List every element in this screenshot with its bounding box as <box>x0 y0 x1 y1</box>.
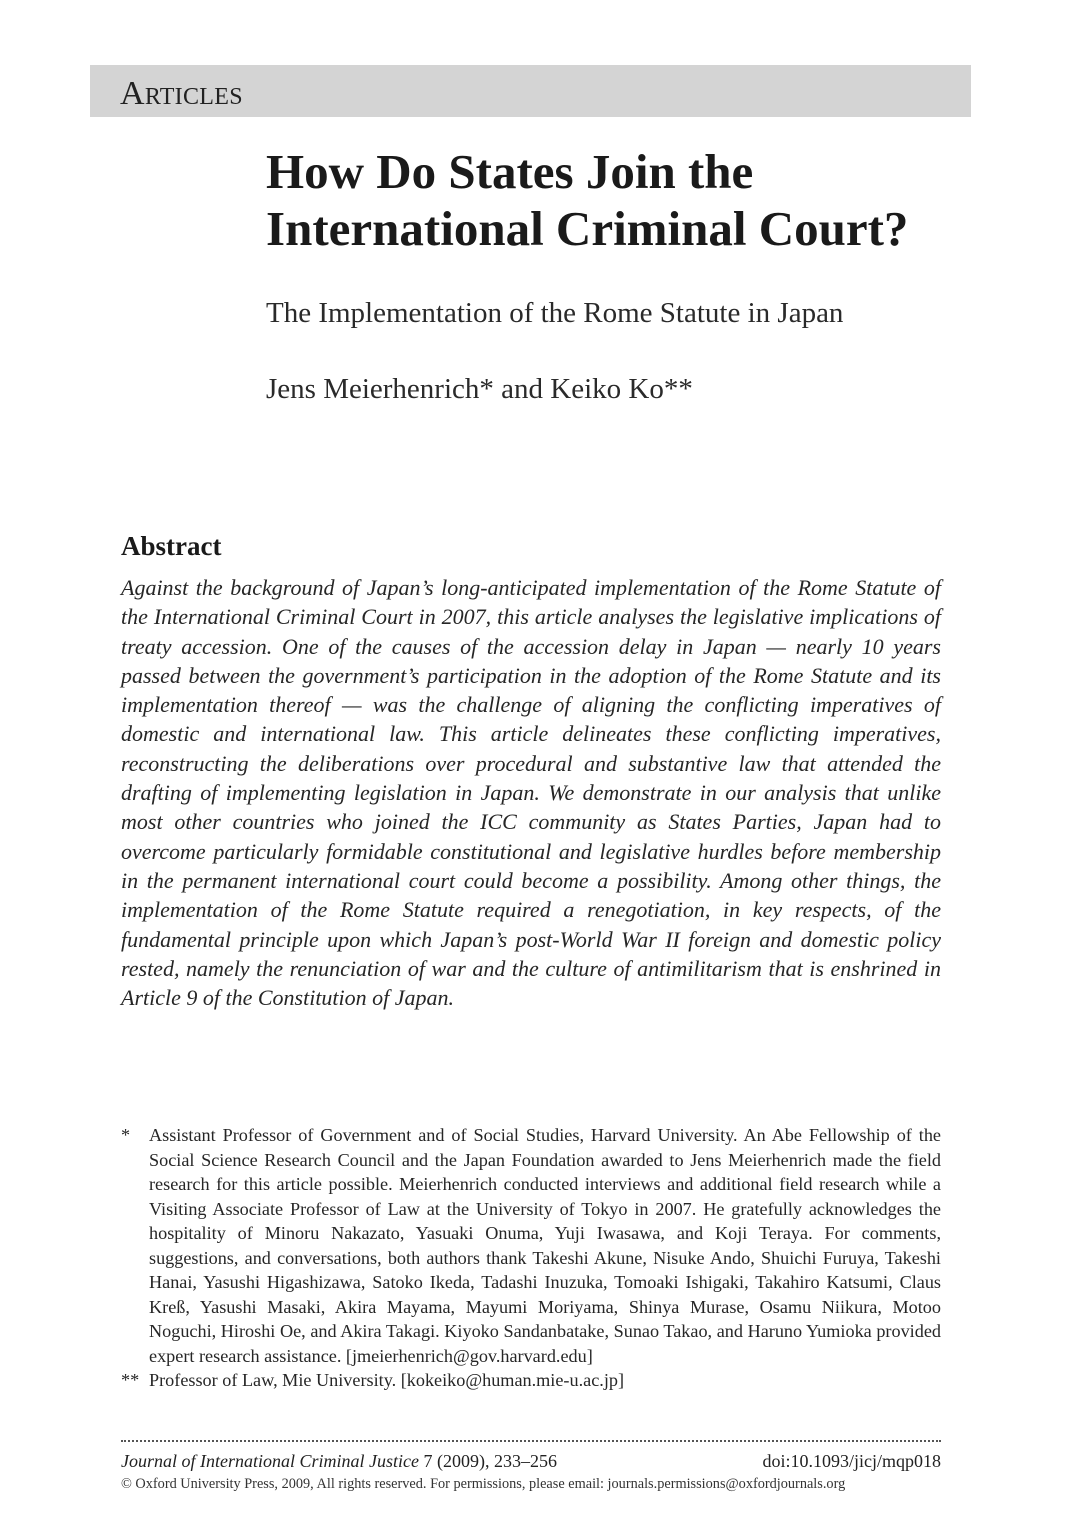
footnote-text: Professor of Law, Mie University. [kokeiko@human.mie-u.ac.jp] <box>149 1370 625 1390</box>
article-authors: Jens Meierhenrich* and Keiko Ko** <box>266 373 693 405</box>
article-title: How Do States Join the International Criminal Court? <box>266 144 909 256</box>
journal-citation <box>121 1449 557 1473</box>
abstract-heading: Abstract <box>121 531 222 561</box>
footnote-author-2 <box>121 1368 941 1393</box>
footnote-mark: * <box>121 1125 131 1145</box>
journal-volume-pages: 7 (2009), 233–256 <box>423 1451 557 1471</box>
footer-divider <box>121 1440 941 1442</box>
footnotes <box>121 1123 941 1393</box>
doi: doi:10.1093/jicj/mqp018 <box>762 1451 941 1471</box>
footnote-mark: ** <box>121 1370 140 1390</box>
article-subtitle: The Implementation of the Rome Statute in Japan <box>266 297 844 329</box>
journal-citation-line <box>121 1449 941 1473</box>
abstract-text: Against the background of Japan’s long-anticipated implementation of the Rome Statute of the International Criminal Court in 2007, this article analyses the legislative implications of treaty accession. One of the causes of the accession delay in Japan — nearly 10 years passed between the government’s participation in the adoption of the Rome Statute and its implementation thereof — was the challenge of aligning the conflicting imperatives of domestic and international law. This article delineates these conflicting imperatives, reconstructing the deliberations over procedural and substantive law that attended the drafting of implementing legislation in Japan. We demonstrate in our analysis that unlike most other countries who joined the ICC community as States Parties, Japan had to overcome particularly formidable constitutional and legislative hurdles before membership in the permanent international court could become a possibility. Among other things, the implementation of the Rome Statute required a renegotiation, in key respects, of the fundamental principle upon which Japan’s post-World War II foreign and domestic policy rested, namely the renunciation of war and the culture of antimilitarism that is enshrined in Article 9 of the Constitution of Japan. <box>121 575 941 1011</box>
section-label: Articles <box>120 75 243 112</box>
copyright-notice: © Oxford University Press, 2009, All rights reserved. For permissions, please email: journals.permissions@oxfordjournals.org <box>121 1476 846 1492</box>
footnote-text: Assistant Professor of Government and of Social Studies, Harvard University. An Abe Fellowship of the Social Science Research Council and the Japan Foundation awarded to Jens Meierhenrich made the field research for this article possible. Meierhenrich conducted interviews and additional field research while a Visiting Associate Professor of Law at the University of Tokyo in 2007. He gratefully acknowledges the hospitality of Minoru Nakazato, Yasuaki Onuma, Yuji Iwasawa, and Koji Teraya. For comments, suggestions, and conversations, both authors thank Takeshi Akune, Nisuke Ando, Shuichi Furuya, Takeshi Hanai, Yasushi Higashizawa, Satoko Ikeda, Tadashi Inuzuka, Tomoaki Ishigaki, Takahiro Katsumi, Claus Kreß, Yasushi Masaki, Akira Mayama, Mayumi Moriyama, Shinya Murase, Osamu Niikura, Motoo Noguchi, Hiroshi Oe, and Akira Takagi. Kiyoko Sandanbatake, Sunao Takao, and Haruno Yumioka provided expert research assistance. [jmeierhenrich@gov.harvard.edu] <box>149 1125 941 1366</box>
journal-name: Journal of International Criminal Justice <box>121 1451 419 1471</box>
section-header-band <box>90 65 971 117</box>
footnote-author-1 <box>121 1123 941 1368</box>
